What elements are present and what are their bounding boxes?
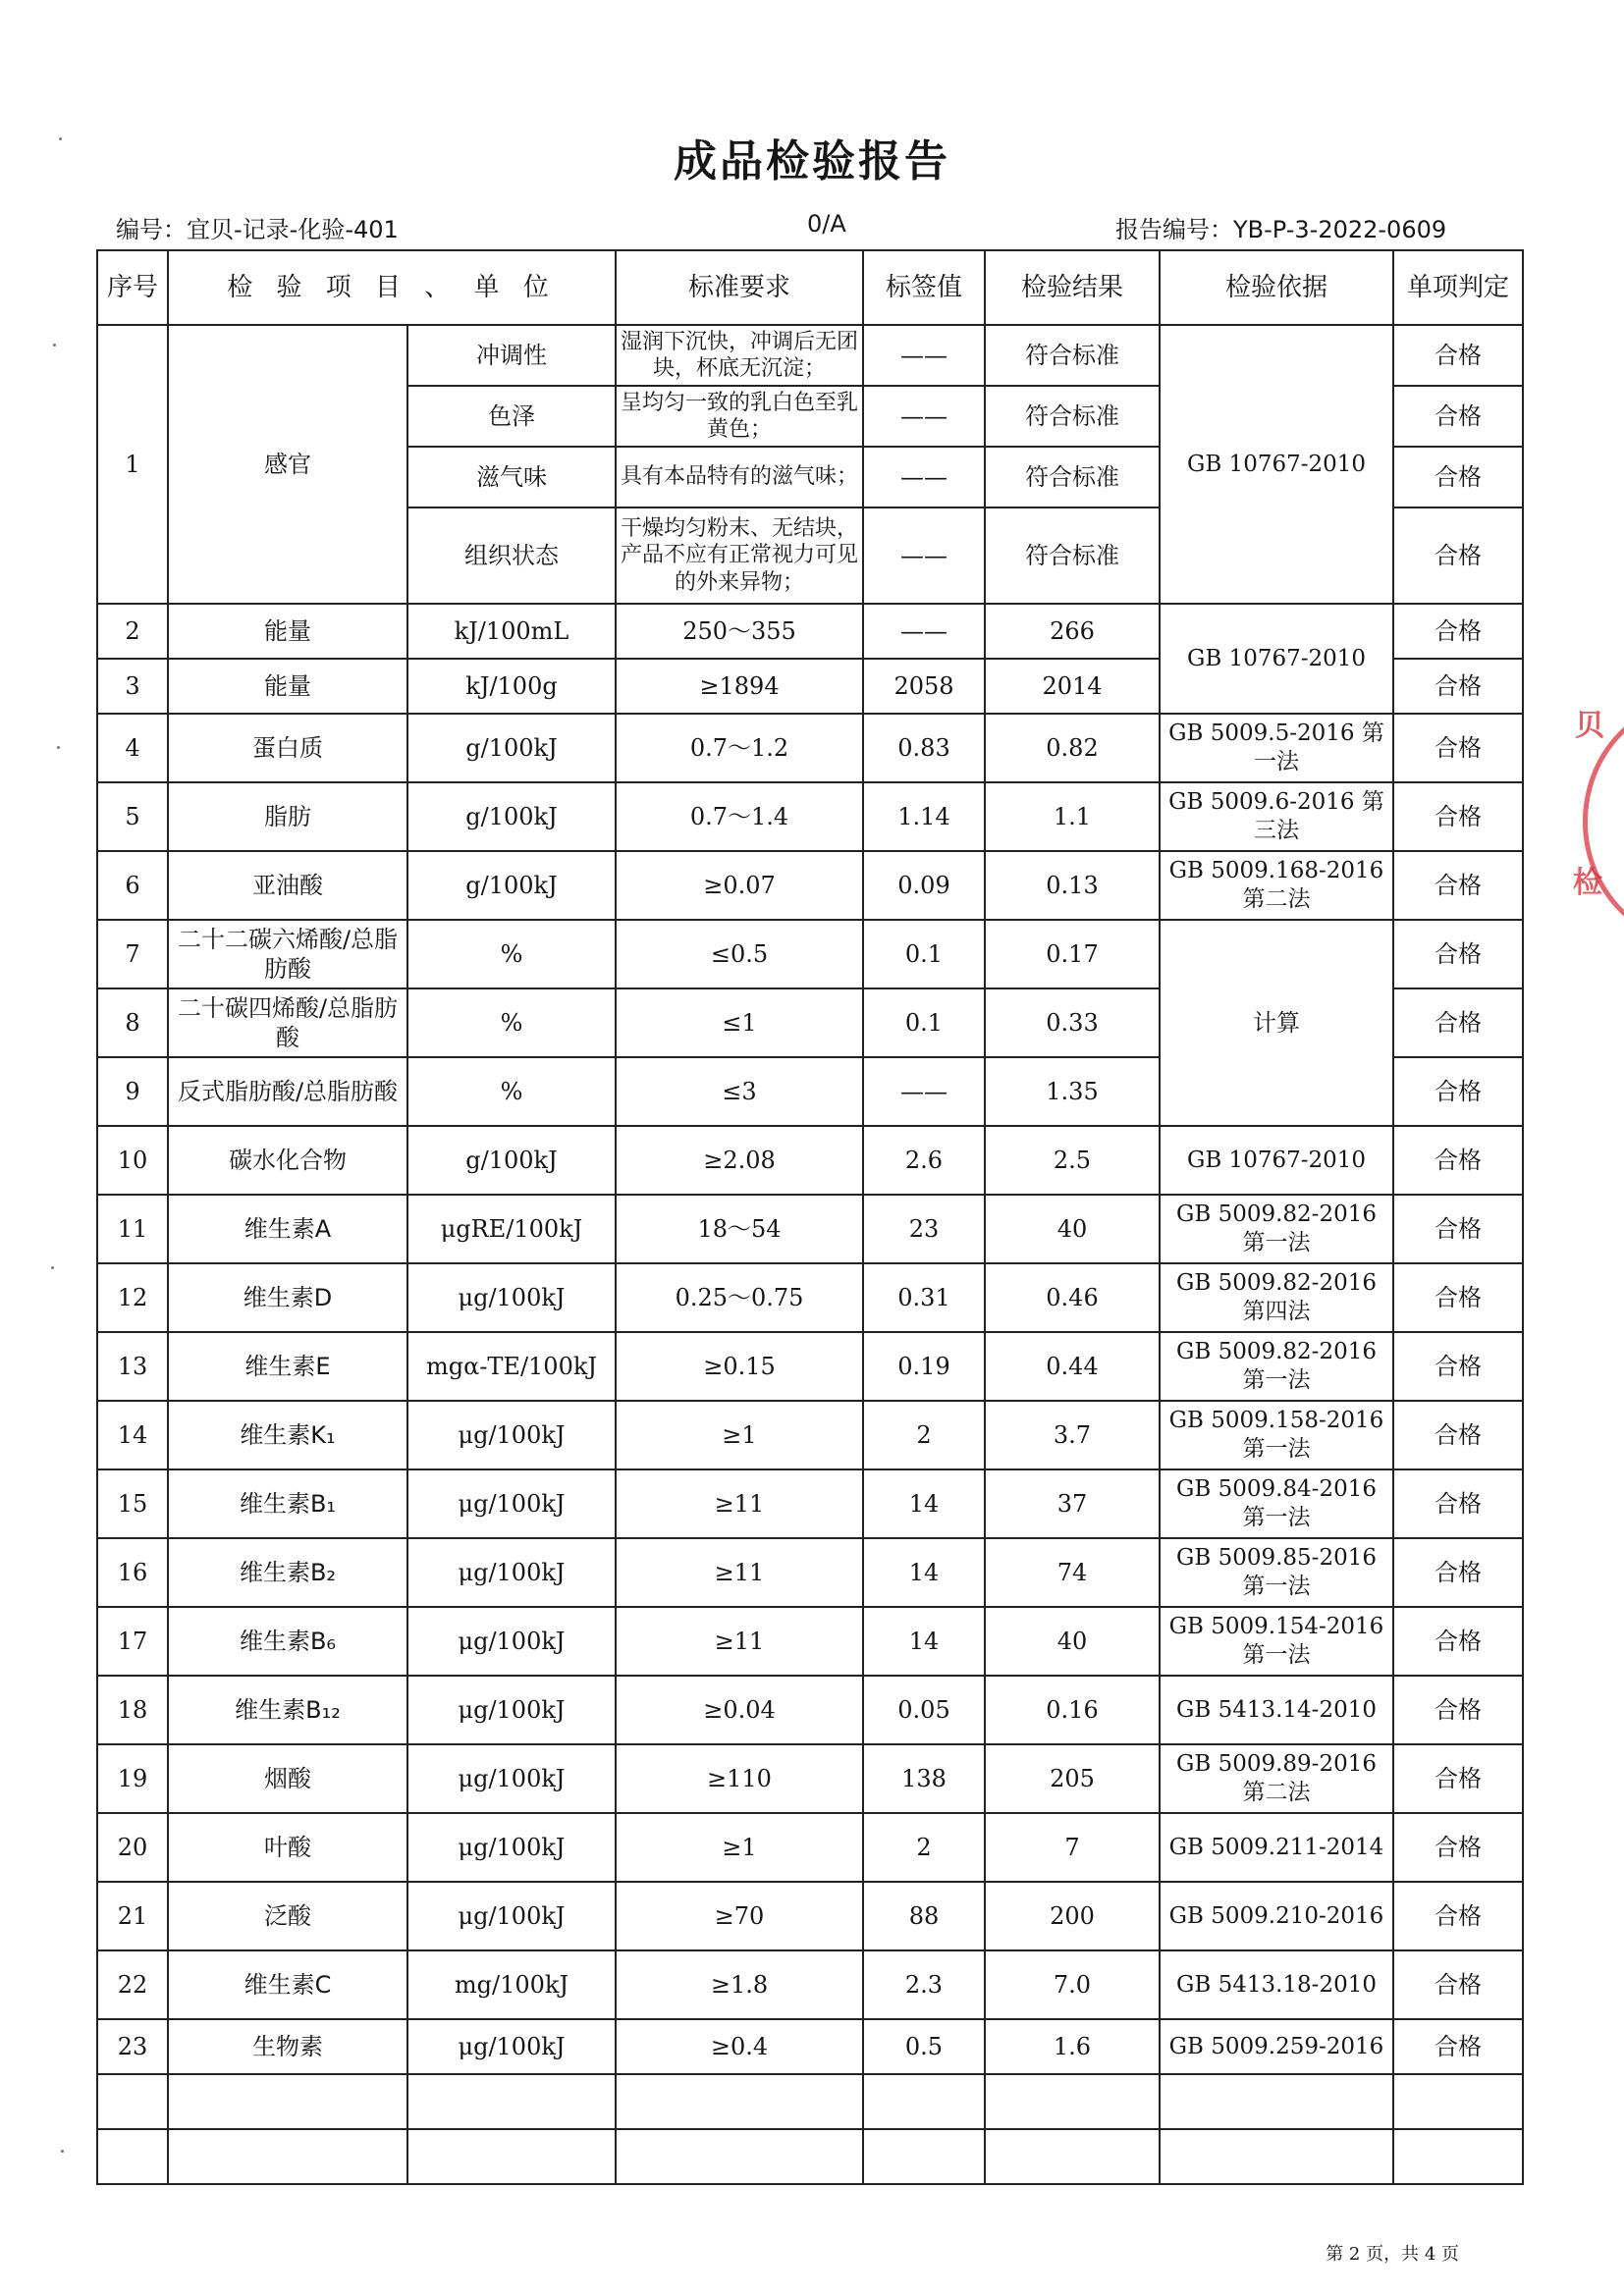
- basis-cell: GB 5009.211-2014: [1160, 1813, 1393, 1882]
- seq-cell: 3: [97, 659, 168, 714]
- unit-cell: μgRE/100kJ: [407, 1195, 616, 1263]
- inspection-table: [96, 249, 1524, 2185]
- unit-cell: g/100kJ: [407, 714, 616, 782]
- result-cell: 205: [985, 1744, 1160, 1813]
- result-cell: 1.35: [985, 1057, 1160, 1126]
- table-header-row: [97, 250, 1523, 325]
- item-cell: 维生素B₁₂: [168, 1676, 407, 1744]
- seq-cell: 10: [97, 1126, 168, 1195]
- label-cell: ——: [863, 507, 985, 604]
- spec-cell: ≥1: [616, 1401, 863, 1469]
- unit-cell: kJ/100g: [407, 659, 616, 714]
- basis-cell: GB 5009.89-2016 第二法: [1160, 1744, 1393, 1813]
- unit-cell: μg/100kJ: [407, 1607, 616, 1676]
- seq-cell: 1: [97, 325, 168, 604]
- table-row: [97, 325, 1523, 386]
- col-result: 检验结果: [985, 250, 1160, 325]
- result-cell: 符合标准: [985, 325, 1160, 386]
- spec-cell: ≤1: [616, 988, 863, 1057]
- basis-cell: GB 5009.259-2016: [1160, 2019, 1393, 2074]
- label-cell: 0.31: [863, 1263, 985, 1332]
- verdict-cell: 合格: [1393, 507, 1523, 604]
- table-row: [97, 1126, 1523, 1195]
- label-cell: 1.14: [863, 782, 985, 851]
- table-row: [97, 2129, 1523, 2184]
- unit-cell: g/100kJ: [407, 782, 616, 851]
- result-cell: 74: [985, 1538, 1160, 1607]
- seq-cell: 12: [97, 1263, 168, 1332]
- result-cell: 0.82: [985, 714, 1160, 782]
- result-cell: 2.5: [985, 1126, 1160, 1195]
- scan-speck: [59, 137, 62, 140]
- item-cell: 生物素: [168, 2019, 407, 2074]
- verdict-cell: 合格: [1393, 1676, 1523, 1744]
- label-cell: 88: [863, 1882, 985, 1950]
- seq-cell: [97, 2074, 168, 2129]
- result-cell: 0.44: [985, 1332, 1160, 1401]
- verdict-cell: 合格: [1393, 604, 1523, 659]
- item-cell: 维生素E: [168, 1332, 407, 1401]
- result-cell: 符合标准: [985, 507, 1160, 604]
- verdict-cell: 合格: [1393, 1469, 1523, 1538]
- spec-cell: 0.7～1.4: [616, 782, 863, 851]
- unit-cell: kJ/100mL: [407, 604, 616, 659]
- basis-cell: [1160, 2129, 1393, 2184]
- table-row: [97, 1882, 1523, 1950]
- item-cell: 维生素A: [168, 1195, 407, 1263]
- unit-cell: μg/100kJ: [407, 1882, 616, 1950]
- seq-cell: 22: [97, 1950, 168, 2019]
- verdict-cell: 合格: [1393, 386, 1523, 447]
- basis-cell: GB 5009.82-2016 第一法: [1160, 1195, 1393, 1263]
- seq-cell: 15: [97, 1469, 168, 1538]
- seq-cell: 19: [97, 1744, 168, 1813]
- seq-cell: 18: [97, 1676, 168, 1744]
- seq-cell: 2: [97, 604, 168, 659]
- result-cell: 1.6: [985, 2019, 1160, 2074]
- table-row: [97, 1676, 1523, 1744]
- report-number: 报告编号：YB-P-3-2022-0609: [1115, 216, 1447, 243]
- unit-cell: μg/100kJ: [407, 1401, 616, 1469]
- label-cell: ——: [863, 386, 985, 447]
- scan-speck: [51, 1266, 54, 1269]
- table-row: [97, 782, 1523, 851]
- basis-cell: GB 5009.210-2016: [1160, 1882, 1393, 1950]
- version-label: 0/A: [807, 210, 846, 238]
- col-item-unit: 检 验 项 目 、 单 位: [168, 250, 616, 325]
- table-row: [97, 1332, 1523, 1401]
- label-cell: 0.83: [863, 714, 985, 782]
- result-cell: 7.0: [985, 1950, 1160, 2019]
- unit-cell: %: [407, 920, 616, 988]
- verdict-cell: 合格: [1393, 782, 1523, 851]
- seq-cell: 21: [97, 1882, 168, 1950]
- subitem-cell: 冲调性: [407, 325, 616, 386]
- label-cell: 2: [863, 1401, 985, 1469]
- spec-cell: 湿润下沉快，冲调后无团块，杯底无沉淀；: [616, 325, 863, 386]
- item-cell: 维生素B₁: [168, 1469, 407, 1538]
- item-cell: 烟酸: [168, 1744, 407, 1813]
- item-cell: 维生素K₁: [168, 1401, 407, 1469]
- subitem-cell: 滋气味: [407, 447, 616, 507]
- result-cell: 0.13: [985, 851, 1160, 920]
- item-cell: 能量: [168, 659, 407, 714]
- spec-cell: ≥1894: [616, 659, 863, 714]
- spec-cell: ≤0.5: [616, 920, 863, 988]
- spec-cell: [616, 2129, 863, 2184]
- spec-cell: ≥1.8: [616, 1950, 863, 2019]
- result-cell: 7: [985, 1813, 1160, 1882]
- verdict-cell: 合格: [1393, 447, 1523, 507]
- seq-cell: 11: [97, 1195, 168, 1263]
- spec-cell: ≥0.15: [616, 1332, 863, 1401]
- basis-cell: GB 10767-2010: [1160, 1126, 1393, 1195]
- col-seq: 序号: [97, 250, 168, 325]
- seq-cell: 20: [97, 1813, 168, 1882]
- label-cell: ——: [863, 325, 985, 386]
- seq-cell: 17: [97, 1607, 168, 1676]
- unit-cell: mgα-TE/100kJ: [407, 1332, 616, 1401]
- unit-cell: μg/100kJ: [407, 1676, 616, 1744]
- seq-cell: 5: [97, 782, 168, 851]
- table-row: [97, 1401, 1523, 1469]
- verdict-cell: 合格: [1393, 1950, 1523, 2019]
- seq-cell: [97, 2129, 168, 2184]
- spec-cell: 呈均匀一致的乳白色至乳黄色；: [616, 386, 863, 447]
- unit-cell: mg/100kJ: [407, 1950, 616, 2019]
- spec-cell: 18～54: [616, 1195, 863, 1263]
- label-cell: ——: [863, 604, 985, 659]
- verdict-cell: 合格: [1393, 1607, 1523, 1676]
- record-number: 编号：宜贝-记录-化验-401: [116, 216, 399, 243]
- verdict-cell: 合格: [1393, 1332, 1523, 1401]
- table-row: [97, 1813, 1523, 1882]
- basis-cell: GB 5009.154-2016 第一法: [1160, 1607, 1393, 1676]
- label-cell: [863, 2074, 985, 2129]
- unit-cell: g/100kJ: [407, 1126, 616, 1195]
- table-row: [97, 1538, 1523, 1607]
- result-cell: 1.1: [985, 782, 1160, 851]
- spec-cell: 0.7～1.2: [616, 714, 863, 782]
- col-basis: 检验依据: [1160, 250, 1393, 325]
- unit-cell: %: [407, 1057, 616, 1126]
- item-cell: 能量: [168, 604, 407, 659]
- basis-cell: GB 5009.84-2016 第一法: [1160, 1469, 1393, 1538]
- col-label: 标签值: [863, 250, 985, 325]
- basis-cell: GB 5009.85-2016 第一法: [1160, 1538, 1393, 1607]
- basis-cell: GB 5413.14-2010: [1160, 1676, 1393, 1744]
- verdict-cell: 合格: [1393, 1126, 1523, 1195]
- verdict-cell: 合格: [1393, 1057, 1523, 1126]
- table-row: [97, 1744, 1523, 1813]
- result-cell: 0.16: [985, 1676, 1160, 1744]
- basis-cell: GB 5009.82-2016 第四法: [1160, 1263, 1393, 1332]
- label-cell: 0.09: [863, 851, 985, 920]
- page-footer: 第 2 页，共 4 页: [1326, 2244, 1459, 2265]
- label-cell: ——: [863, 447, 985, 507]
- scan-speck: [61, 2150, 64, 2153]
- result-cell: 266: [985, 604, 1160, 659]
- spec-cell: [616, 2074, 863, 2129]
- result-cell: 3.7: [985, 1401, 1160, 1469]
- item-cell: 维生素B₂: [168, 1538, 407, 1607]
- spec-cell: ≥1: [616, 1813, 863, 1882]
- verdict-cell: 合格: [1393, 2019, 1523, 2074]
- unit-cell: %: [407, 988, 616, 1057]
- table-row: [97, 1607, 1523, 1676]
- verdict-cell: 合格: [1393, 1263, 1523, 1332]
- spec-cell: 250～355: [616, 604, 863, 659]
- verdict-cell: 合格: [1393, 1744, 1523, 1813]
- seq-cell: 14: [97, 1401, 168, 1469]
- spec-cell: ≤3: [616, 1057, 863, 1126]
- result-cell: 0.33: [985, 988, 1160, 1057]
- item-cell: [168, 2074, 407, 2129]
- seq-cell: 8: [97, 988, 168, 1057]
- spec-cell: ≥2.08: [616, 1126, 863, 1195]
- item-cell: 脂肪: [168, 782, 407, 851]
- unit-cell: g/100kJ: [407, 851, 616, 920]
- label-cell: 23: [863, 1195, 985, 1263]
- label-cell: 0.19: [863, 1332, 985, 1401]
- basis-cell: 计算: [1160, 920, 1393, 1126]
- item-cell: 亚油酸: [168, 851, 407, 920]
- result-cell: 40: [985, 1607, 1160, 1676]
- label-cell: 0.1: [863, 920, 985, 988]
- seq-cell: 23: [97, 2019, 168, 2074]
- result-cell: 200: [985, 1882, 1160, 1950]
- page-title: 成品检验报告: [674, 136, 950, 187]
- unit-cell: μg/100kJ: [407, 1263, 616, 1332]
- table-row: [97, 1469, 1523, 1538]
- seq-cell: 13: [97, 1332, 168, 1401]
- table-row: [97, 604, 1523, 659]
- result-cell: 符合标准: [985, 447, 1160, 507]
- verdict-cell: 合格: [1393, 659, 1523, 714]
- label-cell: ——: [863, 1057, 985, 1126]
- verdict-cell: 合格: [1393, 920, 1523, 988]
- verdict-cell: [1393, 2129, 1523, 2184]
- item-cell: 维生素B₆: [168, 1607, 407, 1676]
- item-cell: 蛋白质: [168, 714, 407, 782]
- table-row: [97, 1950, 1523, 2019]
- verdict-cell: 合格: [1393, 1813, 1523, 1882]
- col-verdict: 单项判定: [1393, 250, 1523, 325]
- basis-cell: GB 10767-2010: [1160, 604, 1393, 714]
- scan-speck: [57, 746, 60, 749]
- item-cell: 泛酸: [168, 1882, 407, 1950]
- spec-cell: ≥110: [616, 1744, 863, 1813]
- unit-cell: μg/100kJ: [407, 1469, 616, 1538]
- basis-cell: GB 5009.158-2016 第一法: [1160, 1401, 1393, 1469]
- verdict-cell: 合格: [1393, 988, 1523, 1057]
- result-cell: 0.17: [985, 920, 1160, 988]
- label-cell: 138: [863, 1744, 985, 1813]
- label-cell: 14: [863, 1538, 985, 1607]
- spec-cell: 0.25～0.75: [616, 1263, 863, 1332]
- label-cell: 2: [863, 1813, 985, 1882]
- unit-cell: [407, 2129, 616, 2184]
- label-cell: 2.6: [863, 1126, 985, 1195]
- subitem-cell: 色泽: [407, 386, 616, 447]
- label-cell: 0.1: [863, 988, 985, 1057]
- unit-cell: [407, 2074, 616, 2129]
- label-cell: 2058: [863, 659, 985, 714]
- item-cell: 感官: [168, 325, 407, 604]
- result-cell: 0.46: [985, 1263, 1160, 1332]
- unit-cell: μg/100kJ: [407, 1813, 616, 1882]
- subitem-cell: 组织状态: [407, 507, 616, 604]
- basis-cell: GB 5009.6-2016 第三法: [1160, 782, 1393, 851]
- verdict-cell: 合格: [1393, 714, 1523, 782]
- seq-cell: 9: [97, 1057, 168, 1126]
- seal-char: 检: [1573, 866, 1602, 900]
- unit-cell: μg/100kJ: [407, 1744, 616, 1813]
- spec-cell: 具有本品特有的滋气味；: [616, 447, 863, 507]
- basis-cell: GB 10767-2010: [1160, 325, 1393, 604]
- spec-cell: ≥0.07: [616, 851, 863, 920]
- scan-speck: [53, 344, 56, 347]
- unit-cell: μg/100kJ: [407, 2019, 616, 2074]
- spec-cell: ≥70: [616, 1882, 863, 1950]
- spec-cell: ≥11: [616, 1469, 863, 1538]
- label-cell: 0.05: [863, 1676, 985, 1744]
- item-cell: 碳水化合物: [168, 1126, 407, 1195]
- col-standard: 标准要求: [616, 250, 863, 325]
- basis-cell: GB 5413.18-2010: [1160, 1950, 1393, 2019]
- item-cell: [168, 2129, 407, 2184]
- seq-cell: 7: [97, 920, 168, 988]
- result-cell: [985, 2074, 1160, 2129]
- basis-cell: [1160, 2074, 1393, 2129]
- seal-char: 贝: [1575, 709, 1604, 743]
- item-cell: 叶酸: [168, 1813, 407, 1882]
- verdict-cell: 合格: [1393, 1882, 1523, 1950]
- table-row: [97, 851, 1523, 920]
- result-cell: 符合标准: [985, 386, 1160, 447]
- seq-cell: 6: [97, 851, 168, 920]
- table-row: [97, 2074, 1523, 2129]
- basis-cell: GB 5009.168-2016 第二法: [1160, 851, 1393, 920]
- result-cell: 2014: [985, 659, 1160, 714]
- label-cell: 14: [863, 1469, 985, 1538]
- spec-cell: ≥11: [616, 1607, 863, 1676]
- label-cell: [863, 2129, 985, 2184]
- verdict-cell: 合格: [1393, 325, 1523, 386]
- verdict-cell: 合格: [1393, 1401, 1523, 1469]
- result-cell: [985, 2129, 1160, 2184]
- seq-cell: 16: [97, 1538, 168, 1607]
- seq-cell: 4: [97, 714, 168, 782]
- table-row: [97, 2019, 1523, 2074]
- table-row: [97, 1263, 1523, 1332]
- table-row: [97, 714, 1523, 782]
- table-row: [97, 920, 1523, 988]
- spec-cell: ≥0.04: [616, 1676, 863, 1744]
- item-cell: 二十二碳六烯酸/总脂肪酸: [168, 920, 407, 988]
- basis-cell: GB 5009.5-2016 第一法: [1160, 714, 1393, 782]
- label-cell: 0.5: [863, 2019, 985, 2074]
- spec-cell: ≥11: [616, 1538, 863, 1607]
- result-cell: 40: [985, 1195, 1160, 1263]
- label-cell: 2.3: [863, 1950, 985, 2019]
- verdict-cell: 合格: [1393, 1538, 1523, 1607]
- spec-cell: 干燥均匀粉末、无结块，产品不应有正常视力可见的外来异物；: [616, 507, 863, 604]
- item-cell: 维生素C: [168, 1950, 407, 2019]
- table-row: [97, 1195, 1523, 1263]
- verdict-cell: [1393, 2074, 1523, 2129]
- verdict-cell: 合格: [1393, 851, 1523, 920]
- item-cell: 二十碳四烯酸/总脂肪酸: [168, 988, 407, 1057]
- red-seal-stamp: [1567, 693, 1624, 948]
- item-cell: 维生素D: [168, 1263, 407, 1332]
- basis-cell: GB 5009.82-2016 第一法: [1160, 1332, 1393, 1401]
- unit-cell: μg/100kJ: [407, 1538, 616, 1607]
- verdict-cell: 合格: [1393, 1195, 1523, 1263]
- result-cell: 37: [985, 1469, 1160, 1538]
- label-cell: 14: [863, 1607, 985, 1676]
- item-cell: 反式脂肪酸/总脂肪酸: [168, 1057, 407, 1126]
- spec-cell: ≥0.4: [616, 2019, 863, 2074]
